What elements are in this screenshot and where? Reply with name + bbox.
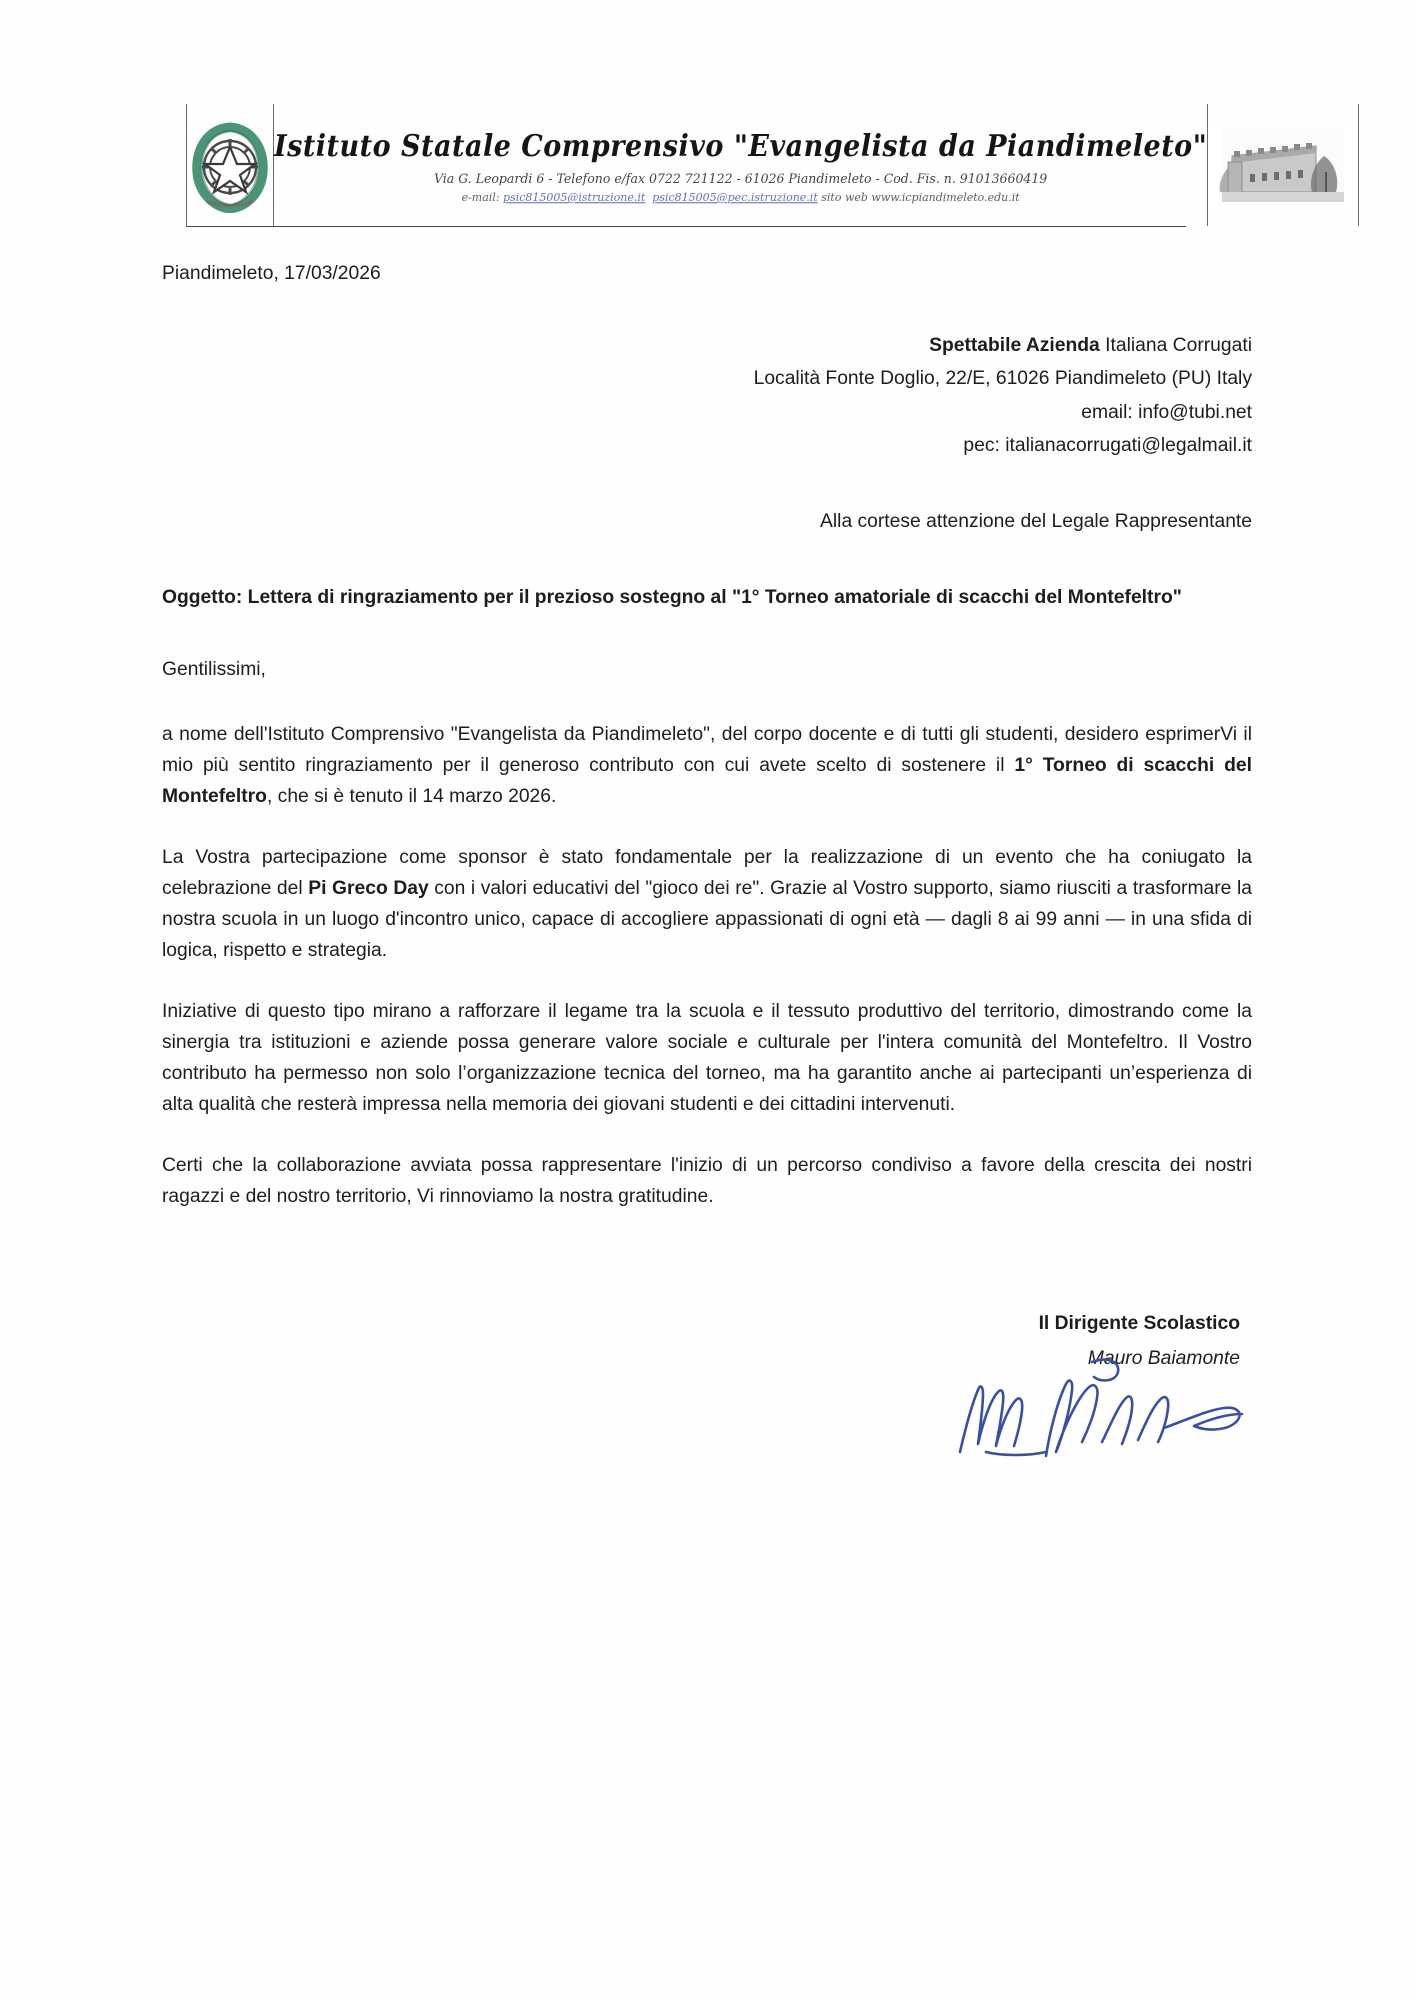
recipient-name xyxy=(162,329,1252,362)
greeting: Gentilissimi, xyxy=(162,658,266,680)
school-email-1[interactable]: psic815005@istruzione.it xyxy=(503,190,646,204)
recipient-block xyxy=(162,329,1252,462)
paragraph-2-bold: Pi Greco Day xyxy=(308,877,429,899)
signature-role: Il Dirigente Scolastico xyxy=(1038,1313,1240,1335)
recipient-pec: pec: italianacorrugati@legalmail.it xyxy=(963,434,1252,456)
paragraph-1-part-2: , che si è tenuto il 14 marzo 2026. xyxy=(266,786,557,808)
recipient-email: email: info@tubi.net xyxy=(1081,401,1252,423)
signature-block xyxy=(162,1308,1252,1375)
school-email-line xyxy=(462,190,1020,204)
paragraph-1-part-1: a nome dell'Istituto Comprensivo "Evangelista da Piandimeleto", del corpo docente e di tutti gli studenti, desidero esprimerVi il mio più sentito ringraziamento per il generoso contributo con cui avete scelto di sostenere il xyxy=(162,723,1252,777)
paragraph-2 xyxy=(162,842,1252,967)
letterhead-photo-cell xyxy=(1207,104,1359,226)
recipient-name-rest: Italiana Corrugati xyxy=(1099,335,1252,357)
subject-line: Oggetto: Lettera di ringraziamento per il prezioso sostegno al "1° Torneo amatoriale di scacchi del Montefeltro" xyxy=(162,587,1182,609)
attention-line: Alla cortese attenzione del Legale Rappresentante xyxy=(820,511,1252,532)
school-email-2[interactable]: psic815005@pec.istruzione.it xyxy=(652,190,818,204)
school-name: Istituto Statale Comprensivo "Evangelista da Piandimeleto" xyxy=(274,128,1208,164)
italian-republic-emblem-icon xyxy=(187,117,273,213)
paragraph-4: Certi che la collaborazione avviata possa rappresentare l'inizio di un percorso condiviso a favore della crescita dei nostri ragazzi e del nostro territorio, Vi rinnoviamo la nostra gratitudine. xyxy=(162,1154,1252,1207)
signature-name: Mauro Baiamonte xyxy=(1087,1348,1240,1370)
date-line: Piandimeleto, 17/03/2026 xyxy=(162,263,381,284)
recipient-address: Località Fonte Doglio, 22/E, 61026 Piandimeleto (PU) Italy xyxy=(753,368,1252,390)
letterhead xyxy=(186,104,1208,227)
paragraph-3: Iniziative di questo tipo mirano a rafforzare il legame tra la scuola e il tessuto produttivo del territorio, dimostrando come la sinergia tra istituzioni e aziende possa generare valore sociale e culturale per l'intera comunità del Montefeltro. Il Vostro contributo ha permesso non solo l’organizzazione tecnica del torneo, ma ha garantito anche ai partecipanti un’esperienza di alta qualità che resterà impressa nella memoria dei giovani studenti e dei cittadini intervenuti. xyxy=(162,1000,1252,1116)
email-label: e-mail: xyxy=(461,190,504,204)
school-website[interactable]: sito web www.icpiandimeleto.edu.it xyxy=(817,190,1020,204)
paragraph-2-part-1: La Vostra partecipazione come sponsor è stato fondamentale per la realizzazione di un evento che ha coniugato la celebrazione del xyxy=(162,846,1252,899)
letterhead-text-cell xyxy=(274,104,1207,226)
letterhead-emblem-cell xyxy=(186,104,274,226)
paragraph-1 xyxy=(162,719,1252,813)
letter-body xyxy=(162,258,1252,1375)
recipient-name-bold: Spettabile Azienda xyxy=(929,335,1100,357)
school-building-photo xyxy=(1208,122,1358,208)
school-address: Via G. Leopardi 6 - Telefono e/fax 0722 721122 - 61026 Piandimeleto - Cod. Fis. n. 91013660419 xyxy=(433,170,1048,186)
paragraph-1-bold: 1° Torneo di scacchi del Montefeltro xyxy=(162,755,1252,808)
paragraph-2-part-2: con i valori educativi del "gioco dei re". Grazie al Vostro supporto, siamo riusciti a trasformare la nostra scuola in un luogo d'incontro unico, capace di accogliere appassionati di ogni età — dagli 8 ai 99 anni — in una sfida di logica, rispetto e strategia. xyxy=(162,877,1252,962)
